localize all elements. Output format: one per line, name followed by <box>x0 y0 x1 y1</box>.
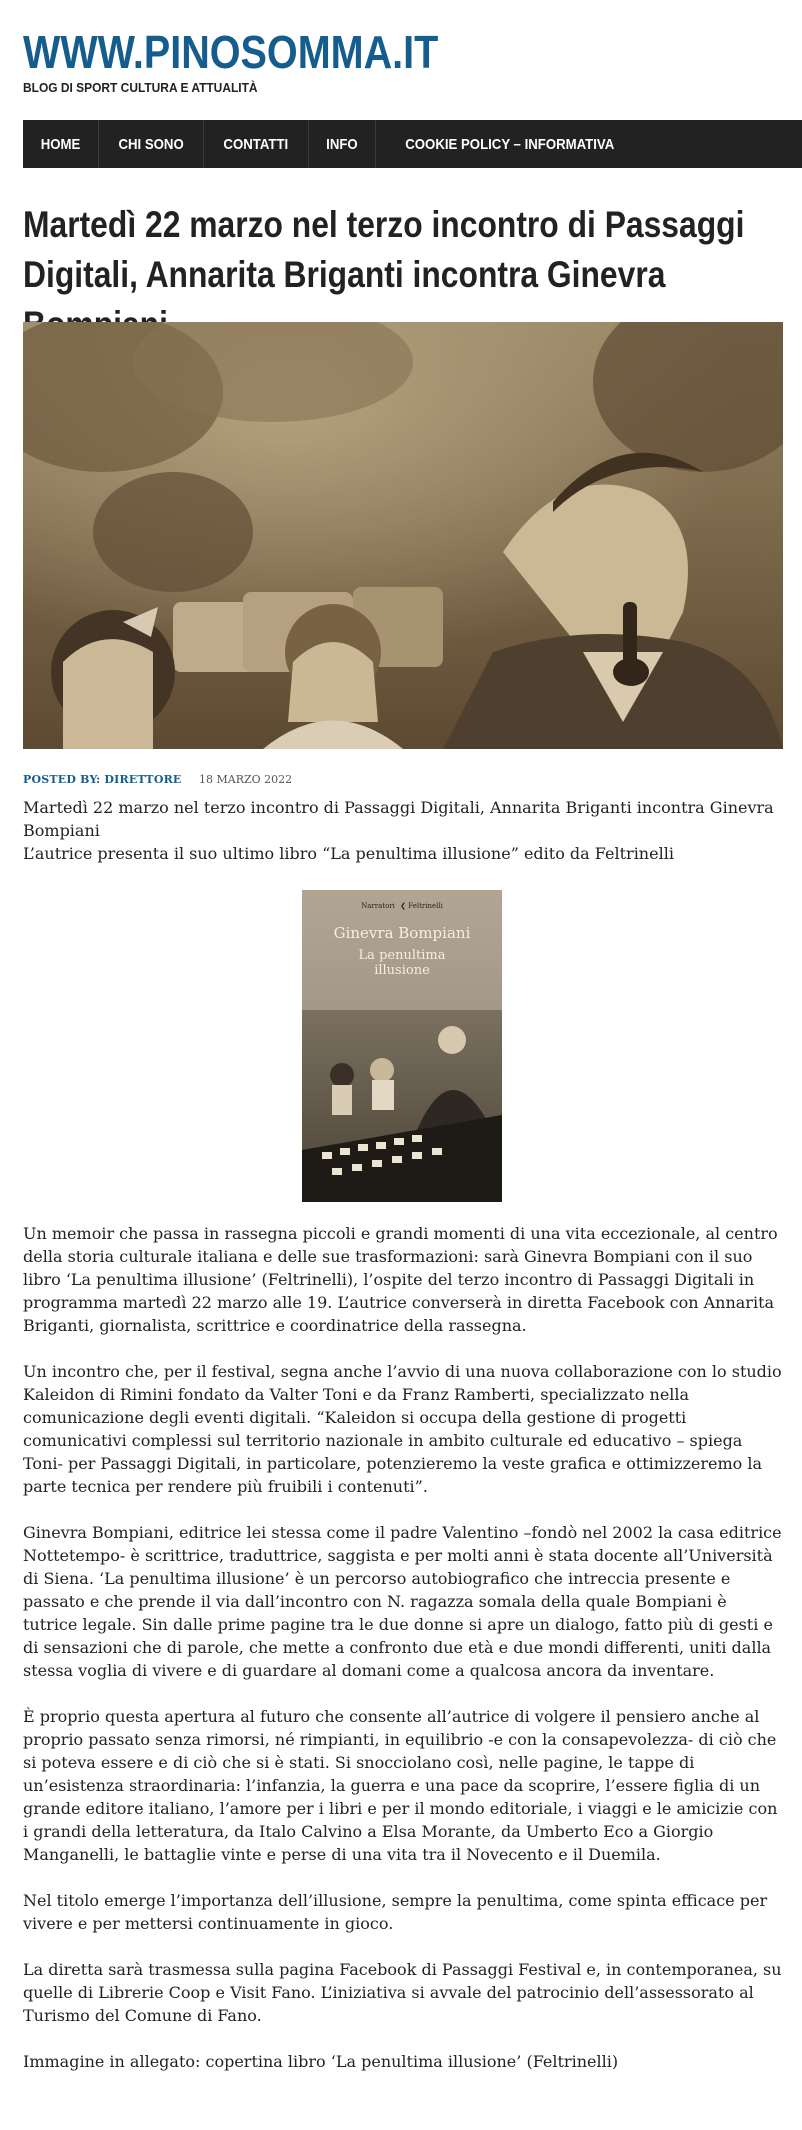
nav-item-home[interactable] <box>23 120 99 168</box>
cover-publisher: Feltrinelli <box>408 902 443 910</box>
article-title: Martedì 22 marzo nel terzo incontro di Passaggi Digitali, Annarita Briganti incontra Ginevra <box>23 204 745 295</box>
paragraph: Immagine in allegato: copertina libro ‘La penultima illusione’ (Feltrinelli) <box>23 2052 619 2071</box>
site-tagline: BLOG DI SPORT CULTURA E ATTUALITÀ <box>23 80 258 95</box>
book-cover-illustration <box>302 890 502 1202</box>
nav-item-label: INFO <box>325 135 358 153</box>
cover-author: Ginevra Bompiani <box>333 924 471 942</box>
paragraph: Ginevra Bompiani, editrice lei stessa come il padre Valentino –fondò nel 2002 la casa editrice Nottetempo- è scrittrice, traduttrice, saggista e per molti anni è stata docente all’Università di Siena. ‘La penultima illusione’ è un percorso autobiografico che intreccia presente e passato e che prende il via dall’incontro con N. ragazza somala della quale Bompiani è tutrice legale. Sin dalle prime pagine tra le due donne si apre un dialogo, fatto più di gesti e di sensazioni che di parole, che mette a confronto due età e due mondi differenti, uniti dalla stessa voglia di vivere e di guardare al domani come a qualcosa ancora da inventare. <box>23 1523 782 1680</box>
book-cover-image <box>302 890 502 1202</box>
post-date: 18 MARZO 2022 <box>199 773 293 786</box>
nav-item-label: CONTATTI <box>223 135 289 153</box>
posted-by-link[interactable]: POSTED BY: DIRETTORE <box>23 773 182 786</box>
cover-series: Narratori <box>361 902 395 910</box>
intro-line-2: L’autrice presenta il suo ultimo libro “La penultima illusione” edito da Feltrinelli <box>23 844 674 863</box>
hero-photo-illustration <box>23 322 783 749</box>
nav-item-label: HOME <box>40 135 81 153</box>
nav-item-info[interactable] <box>309 120 376 168</box>
paragraph: Un incontro che, per il festival, segna anche l’avvio di una nuova collaborazione con lo studio Kaleidon di Rimini fondato da Valter Toni e da Franz Ramberti, specializzato nella comunicazione degli eventi digitali. “Kaleidon si occupa della gestione di progetti comunicativi complessi sul territorio nazionale in ambito culturale ed educativo – spiega Toni- per Passaggi Digitali, in particolare, potenzieremo la veste grafica e ottimizzeremo la parte tecnica per rendere più fruibili i contenuti”. <box>23 1362 782 1496</box>
article-intro <box>23 796 783 865</box>
cover-book-title: La penultima illusione <box>358 948 446 978</box>
svg-text:Narratori ❮ Fe: Narratori ❮ Feltrinelli <box>361 902 443 910</box>
paragraph: La diretta sarà trasmessa sulla pagina Facebook di Passaggi Festival e, in contemporanea, su quelle di Librerie Coop e Visit Fano. L’iniziativa si avvale del patrocinio dell’assessorato al Turismo del Comune di Fano. <box>23 1960 782 2025</box>
paragraph: Un memoir che passa in rassegna piccoli e grandi momenti di una vita eccezionale, al centro della storia culturale italiana e delle sue trasformazioni: sarà Ginevra Bompiani con il suo libro ‘La penultima illusione’ (Feltrinelli), l’ospite del terzo incontro di Passaggi Digitali in programma martedì 22 marzo alle 19. L’autrice converserà in diretta Facebook con Annarita Briganti, giornalista, scrittrice e coordinatrice della rassegna. <box>23 1224 778 1335</box>
paragraph: È proprio questa apertura al futuro che consente all’autrice di volgere il pensiero anche al proprio passato senza rimorsi, né rimpianti, in equilibrio -e con la consapevolezza- di ciò che si poteva essere e di ciò che si è stati. Si snocciolano così, nelle pagine, le tappe di un’esistenza straordinaria: l’infanzia, la guerra e una pace da scoprire, l’essere figlia di un grande editore italiano, l’amore per i libri e per il mondo editoriale, i viaggi e le amicizie con i grandi della letteratura, da Italo Calvino a Elsa Morante, da Umberto Eco a Giorgio Manganelli, le battaglie vinte e perse di una vita tra il Novecento e il Duemila. <box>23 1707 778 1864</box>
paragraph: Nel titolo emerge l’importanza dell’illusione, sempre la penultima, come spinta efficace per vivere e per mettersi continuamente in gioco. <box>23 1891 768 1933</box>
nav-item-label: CHI SONO <box>118 135 184 153</box>
nav-item-contatti[interactable] <box>204 120 309 168</box>
main-nav <box>23 120 802 168</box>
site-title-link[interactable]: WWW.PINOSOMMA.IT <box>23 26 439 78</box>
hero-image <box>23 322 783 749</box>
nav-item-label: COOKIE POLICY – INFORMATIVA <box>404 135 614 153</box>
nav-item-cookie-policy[interactable] <box>376 120 644 168</box>
article-body <box>23 1222 783 2096</box>
intro-line-1: Martedì 22 marzo nel terzo incontro di Passaggi Digitali, Annarita Briganti incontra Ginevra Bompiani <box>23 798 774 840</box>
nav-item-chi-sono[interactable] <box>99 120 204 168</box>
post-meta <box>23 773 292 786</box>
